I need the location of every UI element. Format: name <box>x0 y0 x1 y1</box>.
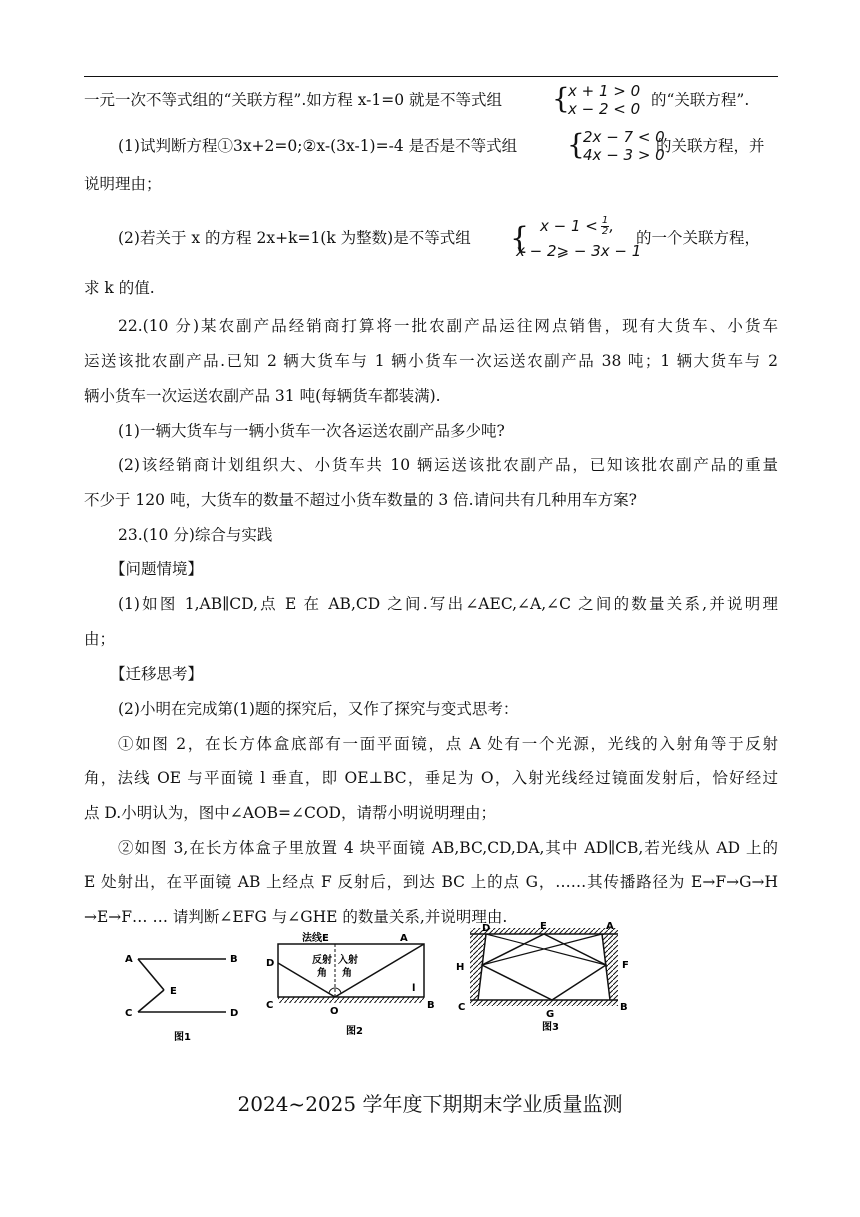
text-l2-a: (1)试判断方程①3x+2=0;②x-(3x-1)=-4 是否是不等式组 <box>118 137 518 155</box>
fig3-label-c: C <box>458 1002 466 1013</box>
fig3-label-e: E <box>540 921 547 932</box>
fig1-label-a: A <box>125 954 133 965</box>
fig3-mirror-ab <box>602 934 618 1000</box>
fig1-caption: 图1 <box>174 1032 191 1043</box>
footer-title: 2024~2025 学年度下期期末学业质量监测 <box>237 1092 623 1116</box>
fig3-mirror-bc <box>470 1000 618 1006</box>
fig1-line-ec <box>138 990 164 1012</box>
fig1-label-c: C <box>125 1008 133 1019</box>
fig2-label-reflect-2: 角 <box>317 968 327 979</box>
fig3-label-f: F <box>622 960 629 971</box>
fig3-ray-2 <box>482 934 602 965</box>
fig2-label-b: B <box>427 1000 435 1011</box>
system-2-row-1: 2x − 7 < 0 <box>583 128 665 146</box>
system-3-row-1: x − 1 < $\frac{1}{2}$ , <box>540 215 615 237</box>
q22-sub-1: (1)一辆大货车与一辆小货车一次各运送农副产品多少吨? <box>118 422 505 440</box>
top-rule <box>84 76 778 77</box>
q22-line-1: 22.(10 分)某农副产品经销商打算将一批农副产品运往网点销售，现有大货车、小货车 <box>118 317 778 335</box>
q23-q2: (2)小明在完成第(1)题的探究后，又作了探究与变式思考： <box>118 700 519 718</box>
q22-sub-2b: 不少于 120 吨，大货车的数量不超过小货车数量的 3 倍.请问共有几种用车方案? <box>84 491 637 509</box>
q23-c2-line-b: E 处射出，在平面镜 AB 上经点 F 反射后，到达 BC 上的点 G，……其传播路径为 E→F→G→H <box>84 873 778 891</box>
fig2-label-o: O <box>330 1006 339 1017</box>
text-l2-b: 的关联方程，并 <box>656 137 765 155</box>
q23-q1-line-b: 由； <box>84 630 116 648</box>
fig2-label-a: A <box>400 933 408 944</box>
fig3-caption: 图3 <box>542 1022 559 1033</box>
fig2-label-incident-2: 角 <box>342 968 352 979</box>
q23-q1-line-a: (1)如图 1,AB∥CD,点 E 在 AB,CD 之间.写出∠AEC,∠A,∠C 之间的数量关系,并说明理 <box>118 595 778 613</box>
text-l4-b: 的一个关联方程， <box>636 229 761 247</box>
q23-c1-line-c: 点 D.小明认为，图中∠AOB=∠COD，请帮小明说明理由； <box>84 804 496 822</box>
q23-section-2: 【迁移思考】 <box>110 665 204 683</box>
fig1-label-b: B <box>230 954 238 965</box>
figure-2 <box>262 928 440 1048</box>
text-l4-a: (2)若关于 x 的方程 2x+k=1(k 为整数)是不等式组 <box>118 229 471 247</box>
fig1-label-e: E <box>170 986 177 997</box>
system-1-row-1: x + 1 > 0 <box>568 82 641 100</box>
system-1-row-2: x − 2 < 0 <box>568 100 641 118</box>
text-l1-b: 的“关联方程”. <box>651 91 750 109</box>
fig2-label-reflect-1: 反射 <box>312 955 332 966</box>
q23-c2-line-a: ②如图 3,在长方体盒子里放置 4 块平面镜 AB,BC,CD,DA,其中 AD∥CB,若光线从 AD 上的 <box>118 839 778 857</box>
system-2-row-2: 4x − 3 > 0 <box>583 146 665 164</box>
fig2-label-d: D <box>266 958 275 969</box>
fig3-label-a: A <box>606 921 614 932</box>
fig3-label-g: G <box>546 1009 555 1020</box>
fig2-mirror-hatch <box>278 997 424 1003</box>
text-l1-a: 一元一次不等式组的“关联方程”.如方程 x-1=0 就是不等式组 <box>84 91 503 109</box>
fig1-label-d: D <box>230 1008 239 1019</box>
text-line-3: 说明理由； <box>84 175 162 193</box>
fig3-label-h: H <box>456 962 465 973</box>
fig2-label-c: C <box>266 1000 274 1011</box>
q22-line-2: 运送该批农副产品.已知 2 辆大货车与 1 辆小货车一次运送农副产品 38 吨；1 辆大货车与 2 <box>84 352 778 370</box>
q23-heading: 23.(10 分)综合与实践 <box>118 526 273 544</box>
fig2-label-incident-1: 入射 <box>338 955 358 966</box>
system-3-row-2: x − 2⩾ − 3x − 1 <box>516 242 642 260</box>
text-l4-b-wrap <box>636 228 786 248</box>
inequality-system-3: { x − 1 < $\frac{1}{2}$ , x − 2⩾ − 3x − 1 <box>510 215 642 260</box>
inequality-system-1: { x + 1 > 0 x − 2 < 0 <box>552 82 641 118</box>
figure-1 <box>118 940 253 1050</box>
q22-sub-2a: (2)该经销商计划组织大、小货车共 10 辆运送该批农副产品，已知该批农副产品的重量 <box>118 456 778 474</box>
inequality-system-2: { 2x − 7 < 0 4x − 3 > 0 <box>567 128 665 164</box>
q23-c1-line-a: ①如图 2，在长方体盒底部有一面平面镜，点 A 处有一个光源，光线的入射角等于反射 <box>118 735 778 753</box>
q23-c1-line-b: 角，法线 OE 与平面镜 l 垂直，即 OE⊥BC，垂足为 O，入射光线经过镜面发射后，恰好经过 <box>84 769 778 787</box>
fig2-label-l: l <box>412 983 416 994</box>
q22-line-3: 辆小货车一次运送农副产品 31 吨(每辆货车都装满). <box>84 387 441 405</box>
fig3-mirror-cd <box>470 934 486 1000</box>
figure-3 <box>448 920 638 1045</box>
q23-section-1: 【问题情境】 <box>110 560 204 578</box>
fraction-one-half: $\frac{1}{2}$ <box>601 215 609 237</box>
fig3-light-path <box>482 934 606 1000</box>
fig3-label-d: D <box>482 923 491 934</box>
fig1-line-ae <box>138 959 164 990</box>
fig3-label-b: B <box>620 1002 628 1013</box>
fig3-ray-1 <box>486 934 606 965</box>
text-l2-b-wrap <box>656 136 786 156</box>
text-l1-b-wrap <box>651 90 791 110</box>
text-line-5: 求 k 的值. <box>84 279 155 297</box>
fig2-label-normal: 法线E <box>302 933 329 944</box>
q23-c2-line-c: →E→F… … 请判断∠EFG 与∠GHE 的数量关系,并说明理由. <box>84 908 508 926</box>
fig2-caption: 图2 <box>346 1026 363 1037</box>
